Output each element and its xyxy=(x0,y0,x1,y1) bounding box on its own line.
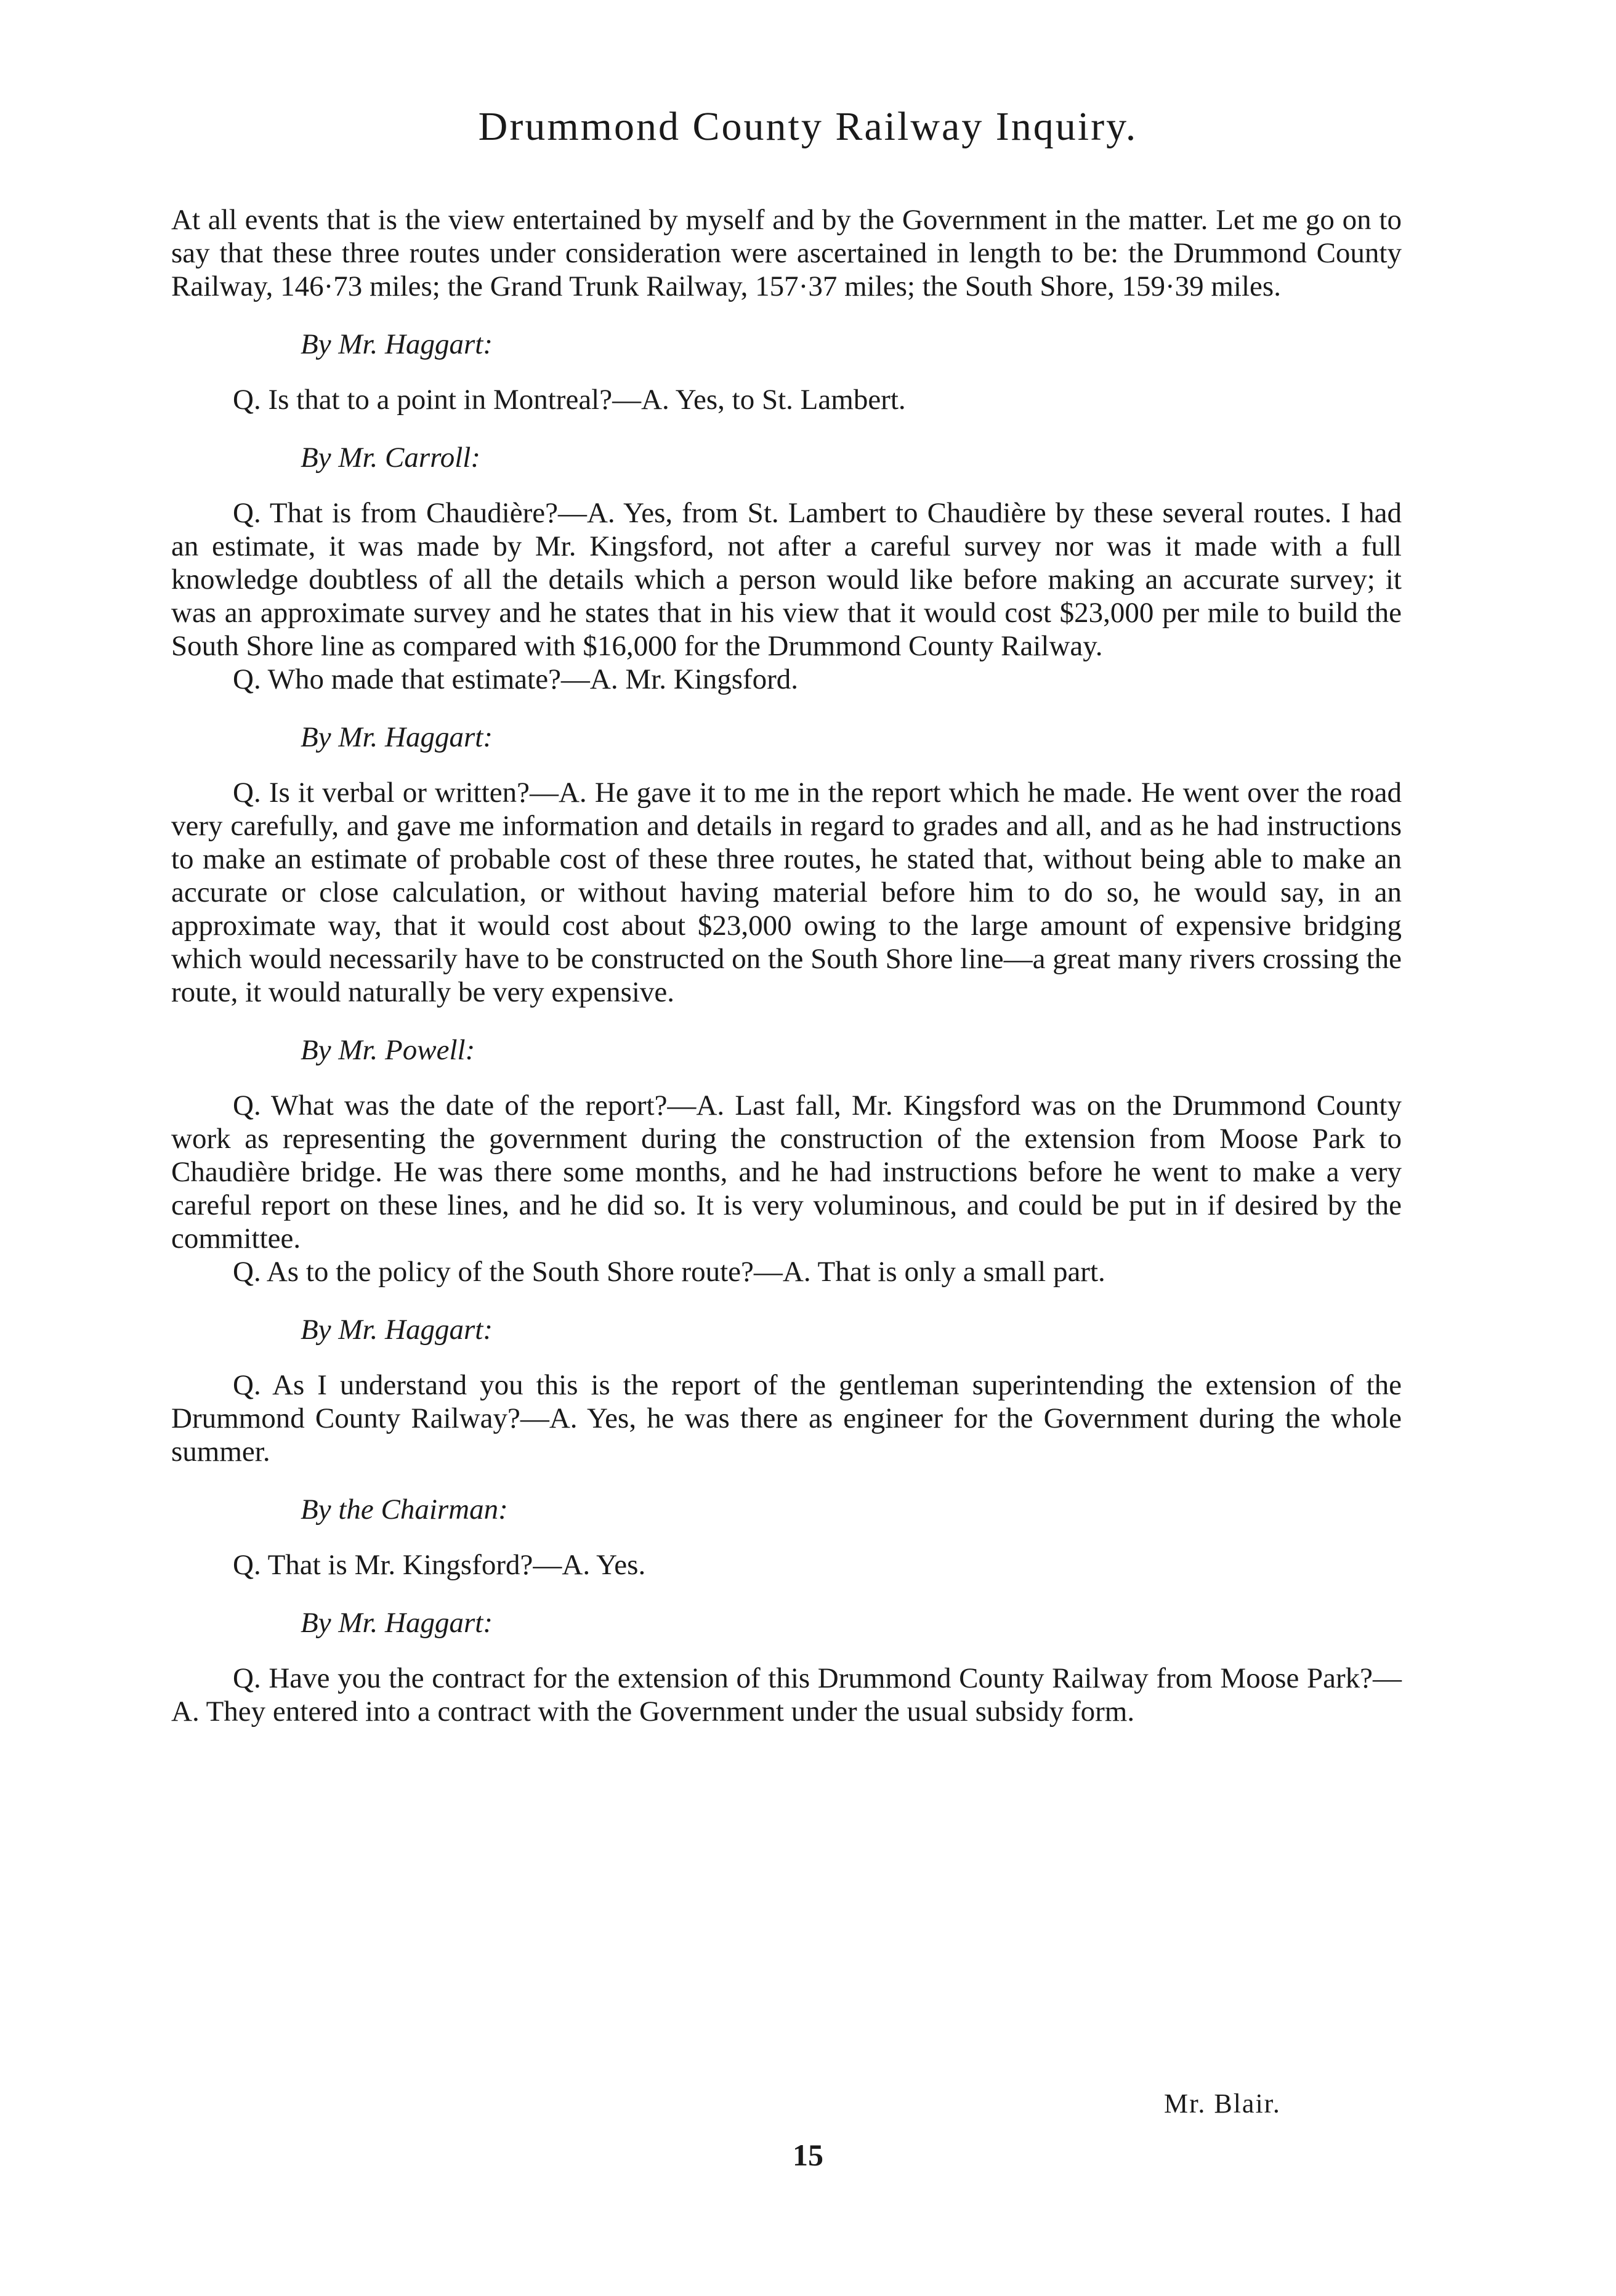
paragraph: Q. Is it verbal or written?—A. He gave it to me in the report which he made. He went over the road very carefully, and gave me information and details in regard to grades and all, and as he had instructions to make an estimate of probable cost of these three routes, he stated that, without being able to make an accurate or close calculation, or without having material before him to do so, he would say, in an approximate way, that it would cost about $23,000 owing to the large amount of expensive bridging which would necessarily have to be constructed on the South Shore line—a great many rivers crossing the route, it would naturally be very expensive. xyxy=(171,777,1402,1008)
paragraph: Q. That is Mr. Kingsford?—A. Yes. xyxy=(233,1549,646,1581)
page-number: 15 xyxy=(793,2138,823,2172)
paragraph: Q. What was the date of the report?—A. Last fall, Mr. Kingsford was on the Drummond County work as representing the government during the construction of the extension from Moose Park to Chaudière bridge. He was there some months, and he had instructions before he went to make a very careful report on these lines, and he did so. It is very voluminous, and could be put in if desired by the committee. xyxy=(171,1089,1402,1255)
paragraph: At all events that is the view entertained by myself and by the Government in the matter. Let me go on to say that these three routes under consideration were ascertained in length to be: the Drummond County Railway, 146·73 miles; the Grand Trunk Railway, 157·37 miles; the South Shore, 159·39 miles. xyxy=(171,204,1402,302)
paragraph: Q. Who made that estimate?—A. Mr. Kingsford. xyxy=(233,663,799,695)
speaker-heading: By the Chairman: xyxy=(301,1494,508,1526)
speaker-heading: By Mr. Haggart: xyxy=(301,1314,493,1346)
speaker-heading: By Mr. Haggart: xyxy=(301,328,493,360)
paragraph: Q. As to the policy of the South Shore route?—A. That is only a small part. xyxy=(233,1256,1105,1288)
paragraph: Q. As I understand you this is the report of the gentleman superintending the extension of the Drummond County Railway?—A. Yes, he was there as engineer for the Government during the whole summer. xyxy=(171,1369,1402,1468)
speaker-heading: By Mr. Carroll: xyxy=(301,442,481,474)
speaker-heading: By Mr. Haggart: xyxy=(301,721,493,753)
speaker-heading: By Mr. Haggart: xyxy=(301,1607,493,1639)
paragraph: Q. Is that to a point in Montreal?—A. Yes, to St. Lambert. xyxy=(233,384,906,416)
paragraph: Q. That is from Chaudière?—A. Yes, from St. Lambert to Chaudière by these several routes. I had an estimate, it was made by Mr. Kingsford, not after a careful survey nor was it made with a full knowledge doubtless of all the details which a person would like before making an accurate survey; it was an approximate survey and he states that in his view that it would cost $23,000 per mile to build the South Shore line as compared with $16,000 for the Drummond County Railway. xyxy=(171,497,1402,662)
document-body xyxy=(171,203,1402,1728)
speaker-heading: By Mr. Powell: xyxy=(301,1034,475,1066)
paragraph: Q. Have you the contract for the extension of this Drummond County Railway from Moose Park?—A. They entered into a contract with the Government under the usual subsidy form. xyxy=(171,1662,1402,1728)
signature: Mr. Blair. xyxy=(1164,2088,1281,2119)
page-title: Drummond County Railway Inquiry. xyxy=(478,104,1138,149)
